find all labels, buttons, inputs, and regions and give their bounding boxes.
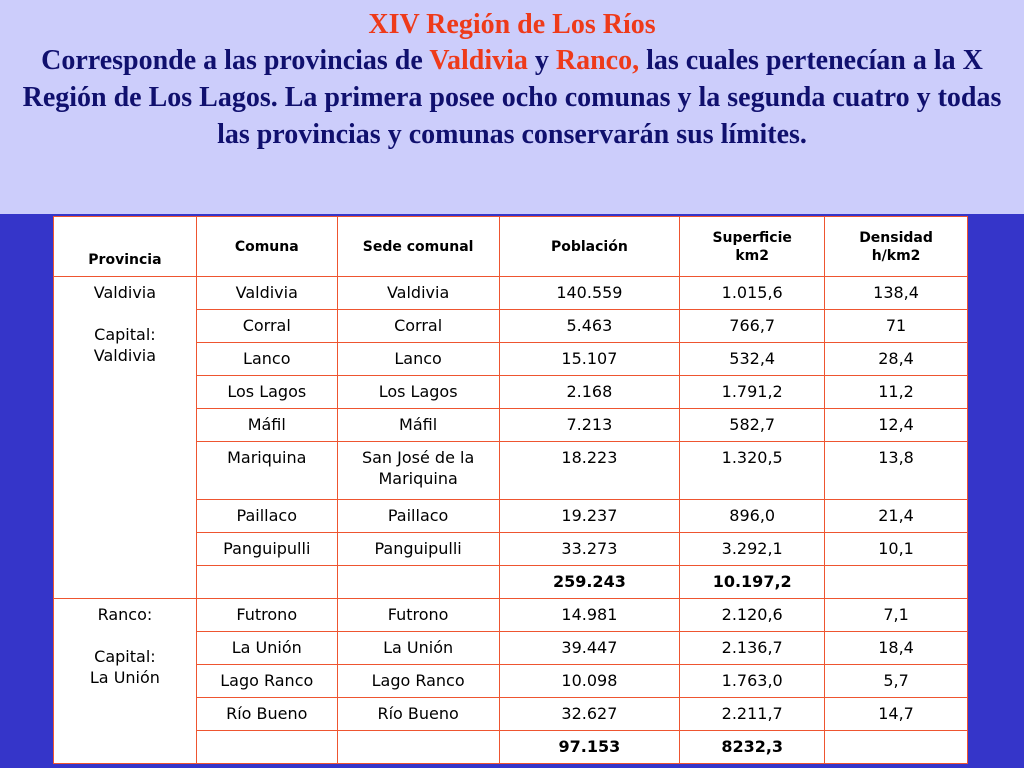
densidad-cell: 28,4 bbox=[825, 343, 968, 376]
poblacion-cell: 15.107 bbox=[499, 343, 680, 376]
superficie-cell: 1.015,6 bbox=[680, 277, 825, 310]
empty-cell bbox=[825, 731, 968, 764]
provincia-name: Ranco: bbox=[97, 605, 153, 624]
comuna-cell: Río Bueno bbox=[196, 698, 337, 731]
comuna-cell: La Unión bbox=[196, 632, 337, 665]
header-provincia: Provincia bbox=[54, 217, 197, 277]
superficie-cell: 532,4 bbox=[680, 343, 825, 376]
poblacion-cell: 10.098 bbox=[499, 665, 680, 698]
sede-cell: La Unión bbox=[337, 632, 499, 665]
comuna-cell: Mariquina bbox=[196, 442, 337, 500]
empty-cell bbox=[337, 566, 499, 599]
total-superficie-cell: 8232,3 bbox=[680, 731, 825, 764]
poblacion-cell: 39.447 bbox=[499, 632, 680, 665]
comuna-cell: Paillaco bbox=[196, 500, 337, 533]
densidad-cell: 12,4 bbox=[825, 409, 968, 442]
total-poblacion-cell: 259.243 bbox=[499, 566, 680, 599]
desc-text-2: las cuales pertenecían a la X Región de Los Lagos. La primera posee ocho comunas y la segunda cuatro y todas las provincias y comunas conservarán sus límites. bbox=[22, 45, 1002, 150]
superficie-cell: 3.292,1 bbox=[680, 533, 825, 566]
sede-cell: Los Lagos bbox=[337, 376, 499, 409]
densidad-cell: 14,7 bbox=[825, 698, 968, 731]
table-header-row bbox=[54, 217, 968, 277]
densidad-cell: 11,2 bbox=[825, 376, 968, 409]
sede-cell: Río Bueno bbox=[337, 698, 499, 731]
densidad-cell: 10,1 bbox=[825, 533, 968, 566]
densidad-cell: 71 bbox=[825, 310, 968, 343]
header-comuna: Comuna bbox=[196, 217, 337, 277]
empty-cell bbox=[825, 566, 968, 599]
capital-name: Valdivia bbox=[93, 346, 157, 365]
comuna-cell: Panguipulli bbox=[196, 533, 337, 566]
desc-valdivia: Valdivia bbox=[429, 45, 528, 76]
empty-cell bbox=[196, 731, 337, 764]
empty-cell bbox=[196, 566, 337, 599]
comuna-cell: Máfil bbox=[196, 409, 337, 442]
densidad-cell: 7,1 bbox=[825, 599, 968, 632]
densidad-cell: 21,4 bbox=[825, 500, 968, 533]
desc-text-1: Corresponde a las provincias de bbox=[41, 45, 423, 76]
comuna-cell: Lago Ranco bbox=[196, 665, 337, 698]
poblacion-cell: 7.213 bbox=[499, 409, 680, 442]
superficie-cell: 2.120,6 bbox=[680, 599, 825, 632]
poblacion-cell: 2.168 bbox=[499, 376, 680, 409]
header-densidad-line2: h/km2 bbox=[871, 247, 921, 264]
superficie-cell: 896,0 bbox=[680, 500, 825, 533]
comuna-cell: Futrono bbox=[196, 599, 337, 632]
table-row bbox=[54, 277, 968, 310]
densidad-cell: 13,8 bbox=[825, 442, 968, 500]
provincia-name: Valdivia bbox=[93, 283, 157, 302]
sede-cell: Futrono bbox=[337, 599, 499, 632]
superficie-cell: 1.763,0 bbox=[680, 665, 825, 698]
poblacion-cell: 18.223 bbox=[499, 442, 680, 500]
header-densidad bbox=[825, 217, 968, 277]
comuna-cell: Lanco bbox=[196, 343, 337, 376]
header-superficie bbox=[680, 217, 825, 277]
poblacion-cell: 19.237 bbox=[499, 500, 680, 533]
superficie-cell: 2.211,7 bbox=[680, 698, 825, 731]
table-row bbox=[54, 599, 968, 632]
header-superficie-line2: km2 bbox=[735, 247, 769, 264]
sede-cell: Valdivia bbox=[337, 277, 499, 310]
superficie-cell: 582,7 bbox=[680, 409, 825, 442]
provincia-cell-valdivia bbox=[54, 277, 197, 599]
header-superficie-line1: Superficie bbox=[712, 229, 792, 246]
total-poblacion-cell: 97.153 bbox=[499, 731, 680, 764]
header-densidad-line1: Densidad bbox=[859, 229, 933, 246]
densidad-cell: 18,4 bbox=[825, 632, 968, 665]
sede-cell: Lago Ranco bbox=[337, 665, 499, 698]
sede-cell: Máfil bbox=[337, 409, 499, 442]
comuna-cell: Corral bbox=[196, 310, 337, 343]
densidad-cell: 138,4 bbox=[825, 277, 968, 310]
sede-cell: Panguipulli bbox=[337, 533, 499, 566]
desc-ranco: Ranco, bbox=[555, 45, 640, 76]
sede-cell: Paillaco bbox=[337, 500, 499, 533]
slide-header bbox=[0, 0, 1024, 214]
poblacion-cell: 33.273 bbox=[499, 533, 680, 566]
total-superficie-cell: 10.197,2 bbox=[680, 566, 825, 599]
header-poblacion: Población bbox=[499, 217, 680, 277]
slide-title: XIV Región de Los Ríos bbox=[368, 9, 656, 40]
capital-name: La Unión bbox=[89, 668, 160, 687]
sede-cell: Corral bbox=[337, 310, 499, 343]
header-sede-comunal: Sede comunal bbox=[337, 217, 499, 277]
empty-cell bbox=[337, 731, 499, 764]
superficie-cell: 1.320,5 bbox=[680, 442, 825, 500]
sede-cell: San José de la Mariquina bbox=[337, 442, 499, 500]
comuna-cell: Los Lagos bbox=[196, 376, 337, 409]
capital-label: Capital: bbox=[94, 325, 156, 344]
slide-description bbox=[12, 42, 1012, 153]
superficie-cell: 1.791,2 bbox=[680, 376, 825, 409]
desc-y: y bbox=[534, 45, 549, 76]
comunas-table bbox=[53, 216, 968, 764]
poblacion-cell: 32.627 bbox=[499, 698, 680, 731]
comuna-cell: Valdivia bbox=[196, 277, 337, 310]
capital-label: Capital: bbox=[94, 647, 156, 666]
sede-cell: Lanco bbox=[337, 343, 499, 376]
superficie-cell: 2.136,7 bbox=[680, 632, 825, 665]
poblacion-cell: 14.981 bbox=[499, 599, 680, 632]
poblacion-cell: 5.463 bbox=[499, 310, 680, 343]
poblacion-cell: 140.559 bbox=[499, 277, 680, 310]
superficie-cell: 766,7 bbox=[680, 310, 825, 343]
provincia-cell-ranco bbox=[54, 599, 197, 764]
densidad-cell: 5,7 bbox=[825, 665, 968, 698]
